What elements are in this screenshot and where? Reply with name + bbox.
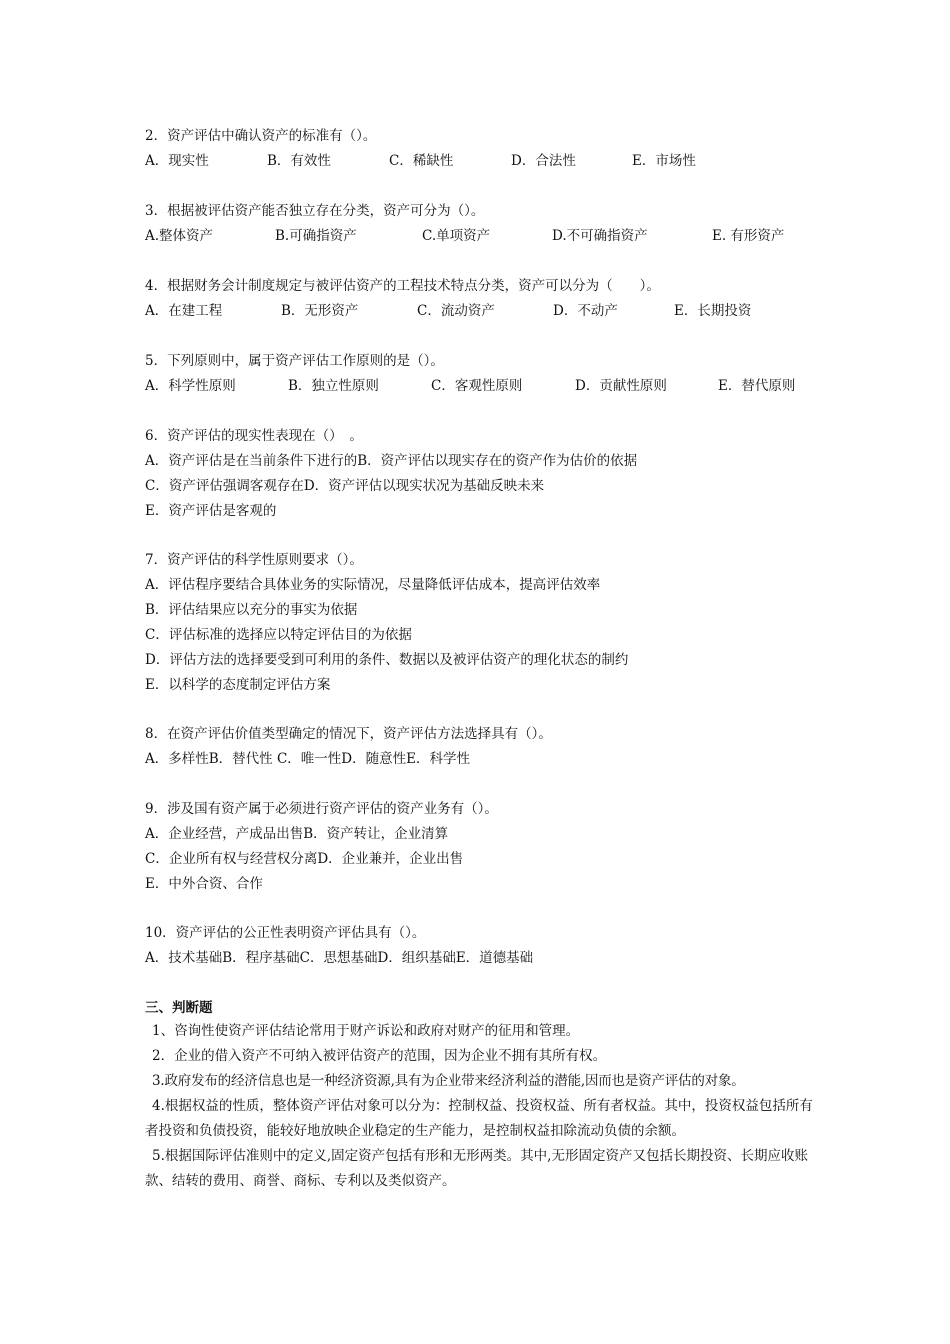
section-title: 三、判断题 [145,1000,213,1016]
option-e: E．市场性 [632,153,696,169]
option-e: E．替代原则 [718,378,796,394]
question-stem: 7．资产评估的科学性原则要求（）。 [145,552,363,568]
question-stem: 4．根据财务会计制度规定与被评估资产的工程技术特点分类，资产可以分为（ ）。 [145,278,660,294]
option-c: C．稀缺性 [389,153,454,169]
option-row [145,224,845,249]
option-d: D．贡献性原则 [575,378,667,394]
option-line: D．评估方法的选择要受到可利用的条件、数据以及被评估资产的理化状态的制约 [145,652,629,668]
option-line: E．以科学的态度制定评估方案 [145,677,331,693]
judgment-item-4: 4.根据权益的性质，整体资产评估对象可以分为：控制权益、投资权益、所有者权益。其中，投资权益包括所有者投资和负债投资，能较好地放映企业稳定的生产能力，是控制权益扣除流动负债的余额。 [145,1098,813,1139]
option-line: B．评估结果应以充分的事实为依据 [145,602,358,618]
option-d: D．不动产 [553,303,618,319]
judgment-list [145,1019,815,1194]
question-stem: 2．资产评估中确认资产的标准有（）。 [145,128,377,144]
question-stem: 5．下列原则中，属于资产评估工作原则的是（）。 [145,353,444,369]
question-stem: 6．资产评估的现实性表现在（） 。 [145,428,363,444]
judgment-item-2: 2．企业的借入资产不可纳入被评估资产的范围，因为企业不拥有其所有权。 [152,1048,607,1064]
option-row [145,299,845,324]
option-line: A．资产评估是在当前条件下进行的B．资产评估以现实存在的资产作为估价的依据 [145,453,638,469]
option-b: B．无形资产 [281,303,359,319]
question-stem: 8．在资产评估价值类型确定的情况下，资产评估方法选择具有（）。 [145,726,552,742]
judgment-item-3: 3.政府发布的经济信息也是一种经济资源,具有为企业带来经济利益的潜能,因而也是资产评估的对象。 [152,1073,745,1089]
question-stem: 3．根据被评估资产能否独立存在分类，资产可分为（）。 [145,203,485,219]
option-b: B.可确指资产 [275,228,357,244]
option-line: A．评估程序要结合具体业务的实际情况，尽量降低评估成本，提高评估效率 [145,577,601,593]
option-line: A．企业经营，产成品出售B．资产转让，企业清算 [145,826,449,842]
option-line: E．资产评估是客观的 [145,503,277,519]
question-6 [145,424,845,524]
question-3 [145,199,845,249]
question-10 [145,921,845,971]
option-line: A．技术基础B．程序基础C．思想基础D．组织基础E．道德基础 [145,950,534,966]
question-4 [145,274,845,324]
option-row [145,374,845,399]
question-8 [145,722,845,772]
option-d: D．合法性 [511,153,576,169]
judgment-item-1: 1、咨询性使资产评估结论常用于财产诉讼和政府对财产的征用和管理。 [152,1023,580,1039]
option-c: C．流动资产 [417,303,495,319]
judgment-item-5: 5.根据国际评估准则中的定义,固定资产包括有形和无形两类。其中,无形固定资产又包括长期投资、长期应收账款、结转的费用、商誉、商标、专利以及类似资产。 [145,1148,808,1189]
question-2 [145,124,845,174]
option-line: C．资产评估强调客观存在D．资产评估以现实状况为基础反映未来 [145,478,545,494]
option-a: A.整体资产 [145,228,214,244]
option-line: C．评估标准的选择应以特定评估目的为依据 [145,627,412,643]
option-line: E．中外合资、合作 [145,876,263,892]
question-5 [145,349,845,399]
option-b: B．有效性 [267,153,331,169]
option-b: B．独立性原则 [288,378,379,394]
option-c: C.单项资产 [422,228,491,244]
option-a: A．在建工程 [145,303,223,319]
question-9 [145,797,845,897]
option-c: C．客观性原则 [431,378,523,394]
option-line: C．企业所有权与经营权分离D．企业兼并，企业出售 [145,851,464,867]
question-stem: 10．资产评估的公正性表明资产评估具有（）。 [145,925,426,941]
option-a: A．现实性 [145,153,209,169]
option-a: A．科学性原则 [145,378,236,394]
option-row [145,149,845,174]
option-d: D.不可确指资产 [552,228,648,244]
option-line: A．多样性B．替代性 C．唯一性D．随意性E．科学性 [145,751,470,767]
question-stem: 9．涉及国有资产属于必须进行资产评估的资产业务有（）。 [145,801,498,817]
option-e: E．长期投资 [674,303,752,319]
option-e: E. 有形资产 [712,228,785,244]
question-7 [145,548,845,698]
